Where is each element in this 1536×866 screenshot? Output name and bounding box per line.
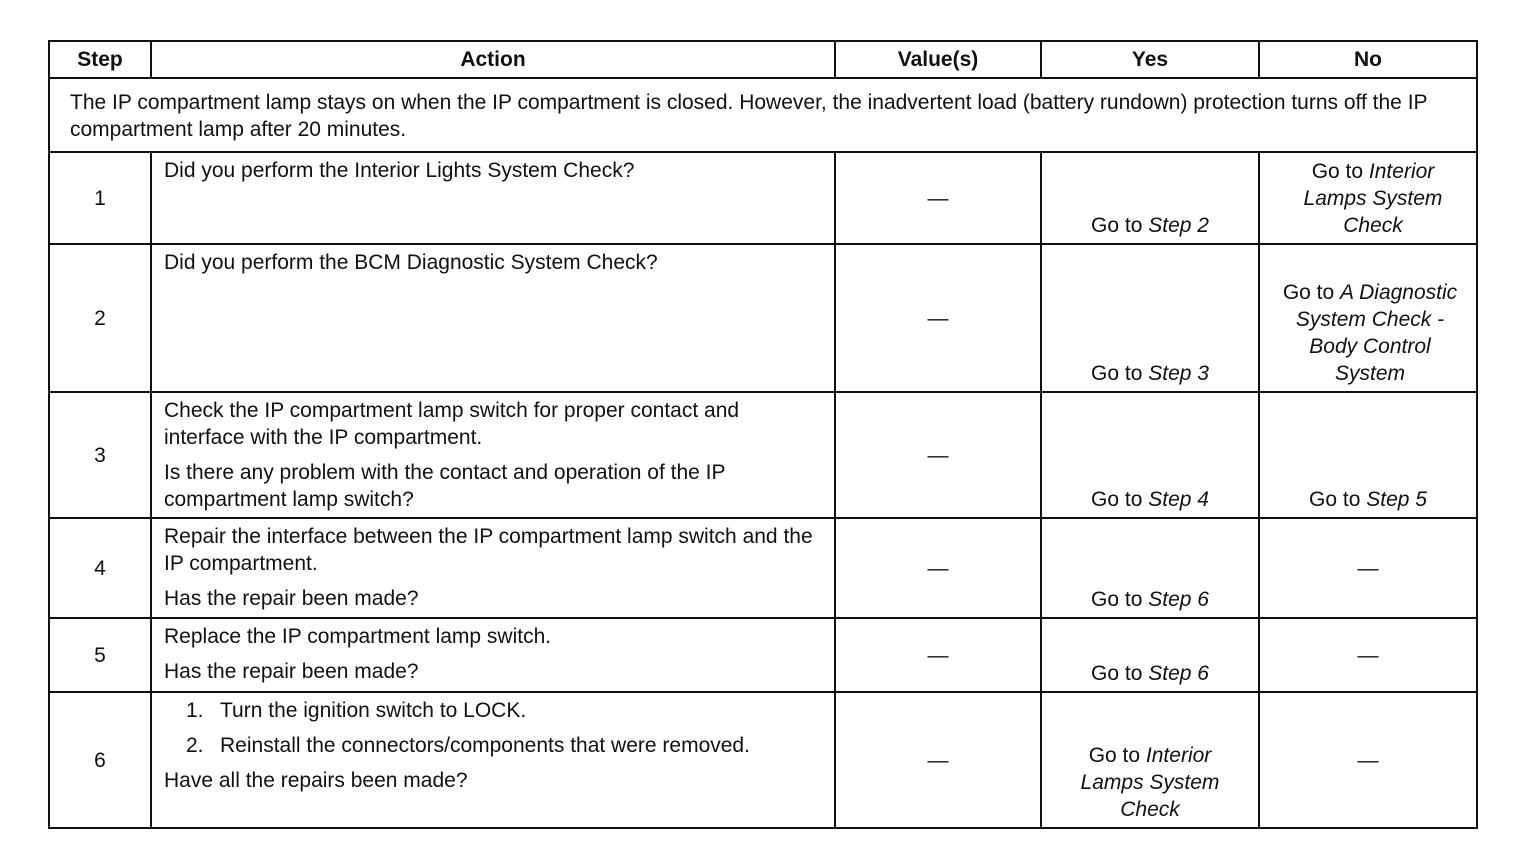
yes-target-link[interactable]: Interior Lamps System Check [1080, 744, 1220, 821]
no-cell: — [1259, 518, 1477, 618]
diagnostic-table [48, 40, 1478, 829]
go-to-label: Go to [1088, 744, 1141, 767]
no-cell: — [1259, 692, 1477, 828]
go-to-label: Go to [1091, 214, 1143, 237]
no-target-link[interactable]: A Diagnostic System Check - Body Control System [1295, 281, 1458, 385]
header-action: Action [151, 41, 835, 78]
yes-cell [1041, 152, 1259, 244]
action-cell [151, 392, 835, 518]
action-question: Has the repair been made? [164, 587, 419, 610]
header-step: Step [49, 41, 151, 78]
yes-cell [1041, 392, 1259, 518]
action-cell [151, 618, 835, 692]
list-item-text: Reinstall the connectors/components that were removed. [220, 734, 750, 757]
step-number: 4 [49, 518, 151, 618]
header-yes: Yes [1041, 41, 1259, 78]
action-question: Have all the repairs been made? [164, 769, 468, 792]
step-number: 1 [49, 152, 151, 244]
no-cell [1259, 152, 1477, 244]
action-text: Replace the IP compartment lamp switch. [164, 625, 552, 648]
value-cell: — [835, 152, 1041, 244]
yes-cell [1041, 692, 1259, 828]
action-text: Repair the interface between the IP compartment lamp switch and the IP compartment. [164, 525, 813, 575]
table-row [49, 518, 1477, 618]
action-cell [151, 152, 835, 244]
value-cell: — [835, 618, 1041, 692]
go-to-label: Go to [1311, 160, 1364, 183]
yes-target-link[interactable]: Step 6 [1148, 662, 1209, 685]
step-number: 6 [49, 692, 151, 828]
table-row [49, 392, 1477, 518]
yes-target-link[interactable]: Step 2 [1148, 214, 1209, 237]
intro-row [49, 78, 1477, 152]
list-item-number: 2. [186, 734, 204, 757]
yes-cell [1041, 618, 1259, 692]
yes-target-link[interactable]: Step 3 [1148, 362, 1209, 385]
action-text: Did you perform the Interior Lights System Check? [164, 159, 635, 182]
go-to-label: Go to [1091, 662, 1143, 685]
go-to-label: Go to [1091, 362, 1143, 385]
header-values: Value(s) [835, 41, 1041, 78]
header-no: No [1259, 41, 1477, 78]
action-cell [151, 518, 835, 618]
no-cell [1259, 244, 1477, 392]
value-cell: — [835, 692, 1041, 828]
action-text: Check the IP compartment lamp switch for proper contact and interface with the IP compartment. [164, 399, 740, 449]
list-item [164, 697, 824, 724]
no-cell [1259, 392, 1477, 518]
value-cell: — [835, 244, 1041, 392]
table-row [49, 244, 1477, 392]
action-steps-list [164, 697, 824, 759]
yes-target-link[interactable]: Step 6 [1148, 588, 1209, 611]
yes-cell [1041, 244, 1259, 392]
go-to-label: Go to [1091, 488, 1143, 511]
go-to-label: Go to [1309, 488, 1361, 511]
action-cell [151, 244, 835, 392]
table-row [49, 692, 1477, 828]
no-target-link[interactable]: Interior Lamps System Check [1303, 160, 1443, 237]
header-row [49, 41, 1477, 78]
no-cell: — [1259, 618, 1477, 692]
yes-target-link[interactable]: Step 4 [1148, 488, 1209, 511]
action-question: Has the repair been made? [164, 660, 419, 683]
value-cell: — [835, 392, 1041, 518]
list-item [164, 732, 824, 759]
action-question: Is there any problem with the contact and operation of the IP compartment lamp switch? [164, 461, 726, 511]
list-item-number: 1. [186, 699, 204, 722]
yes-cell [1041, 518, 1259, 618]
action-text: Did you perform the BCM Diagnostic System Check? [164, 251, 658, 274]
list-item-text: Turn the ignition switch to LOCK. [220, 699, 527, 722]
action-cell [151, 692, 835, 828]
step-number: 5 [49, 618, 151, 692]
table-row [49, 152, 1477, 244]
go-to-label: Go to [1282, 281, 1335, 304]
step-number: 3 [49, 392, 151, 518]
no-target-link[interactable]: Step 5 [1366, 488, 1427, 511]
table-row [49, 618, 1477, 692]
go-to-label: Go to [1091, 588, 1143, 611]
value-cell: — [835, 518, 1041, 618]
step-number: 2 [49, 244, 151, 392]
intro-text: The IP compartment lamp stays on when the IP compartment is closed. However, the inadvertent load (battery rundown) protection turns off the IP compartment lamp after 20 minutes. [49, 78, 1477, 152]
